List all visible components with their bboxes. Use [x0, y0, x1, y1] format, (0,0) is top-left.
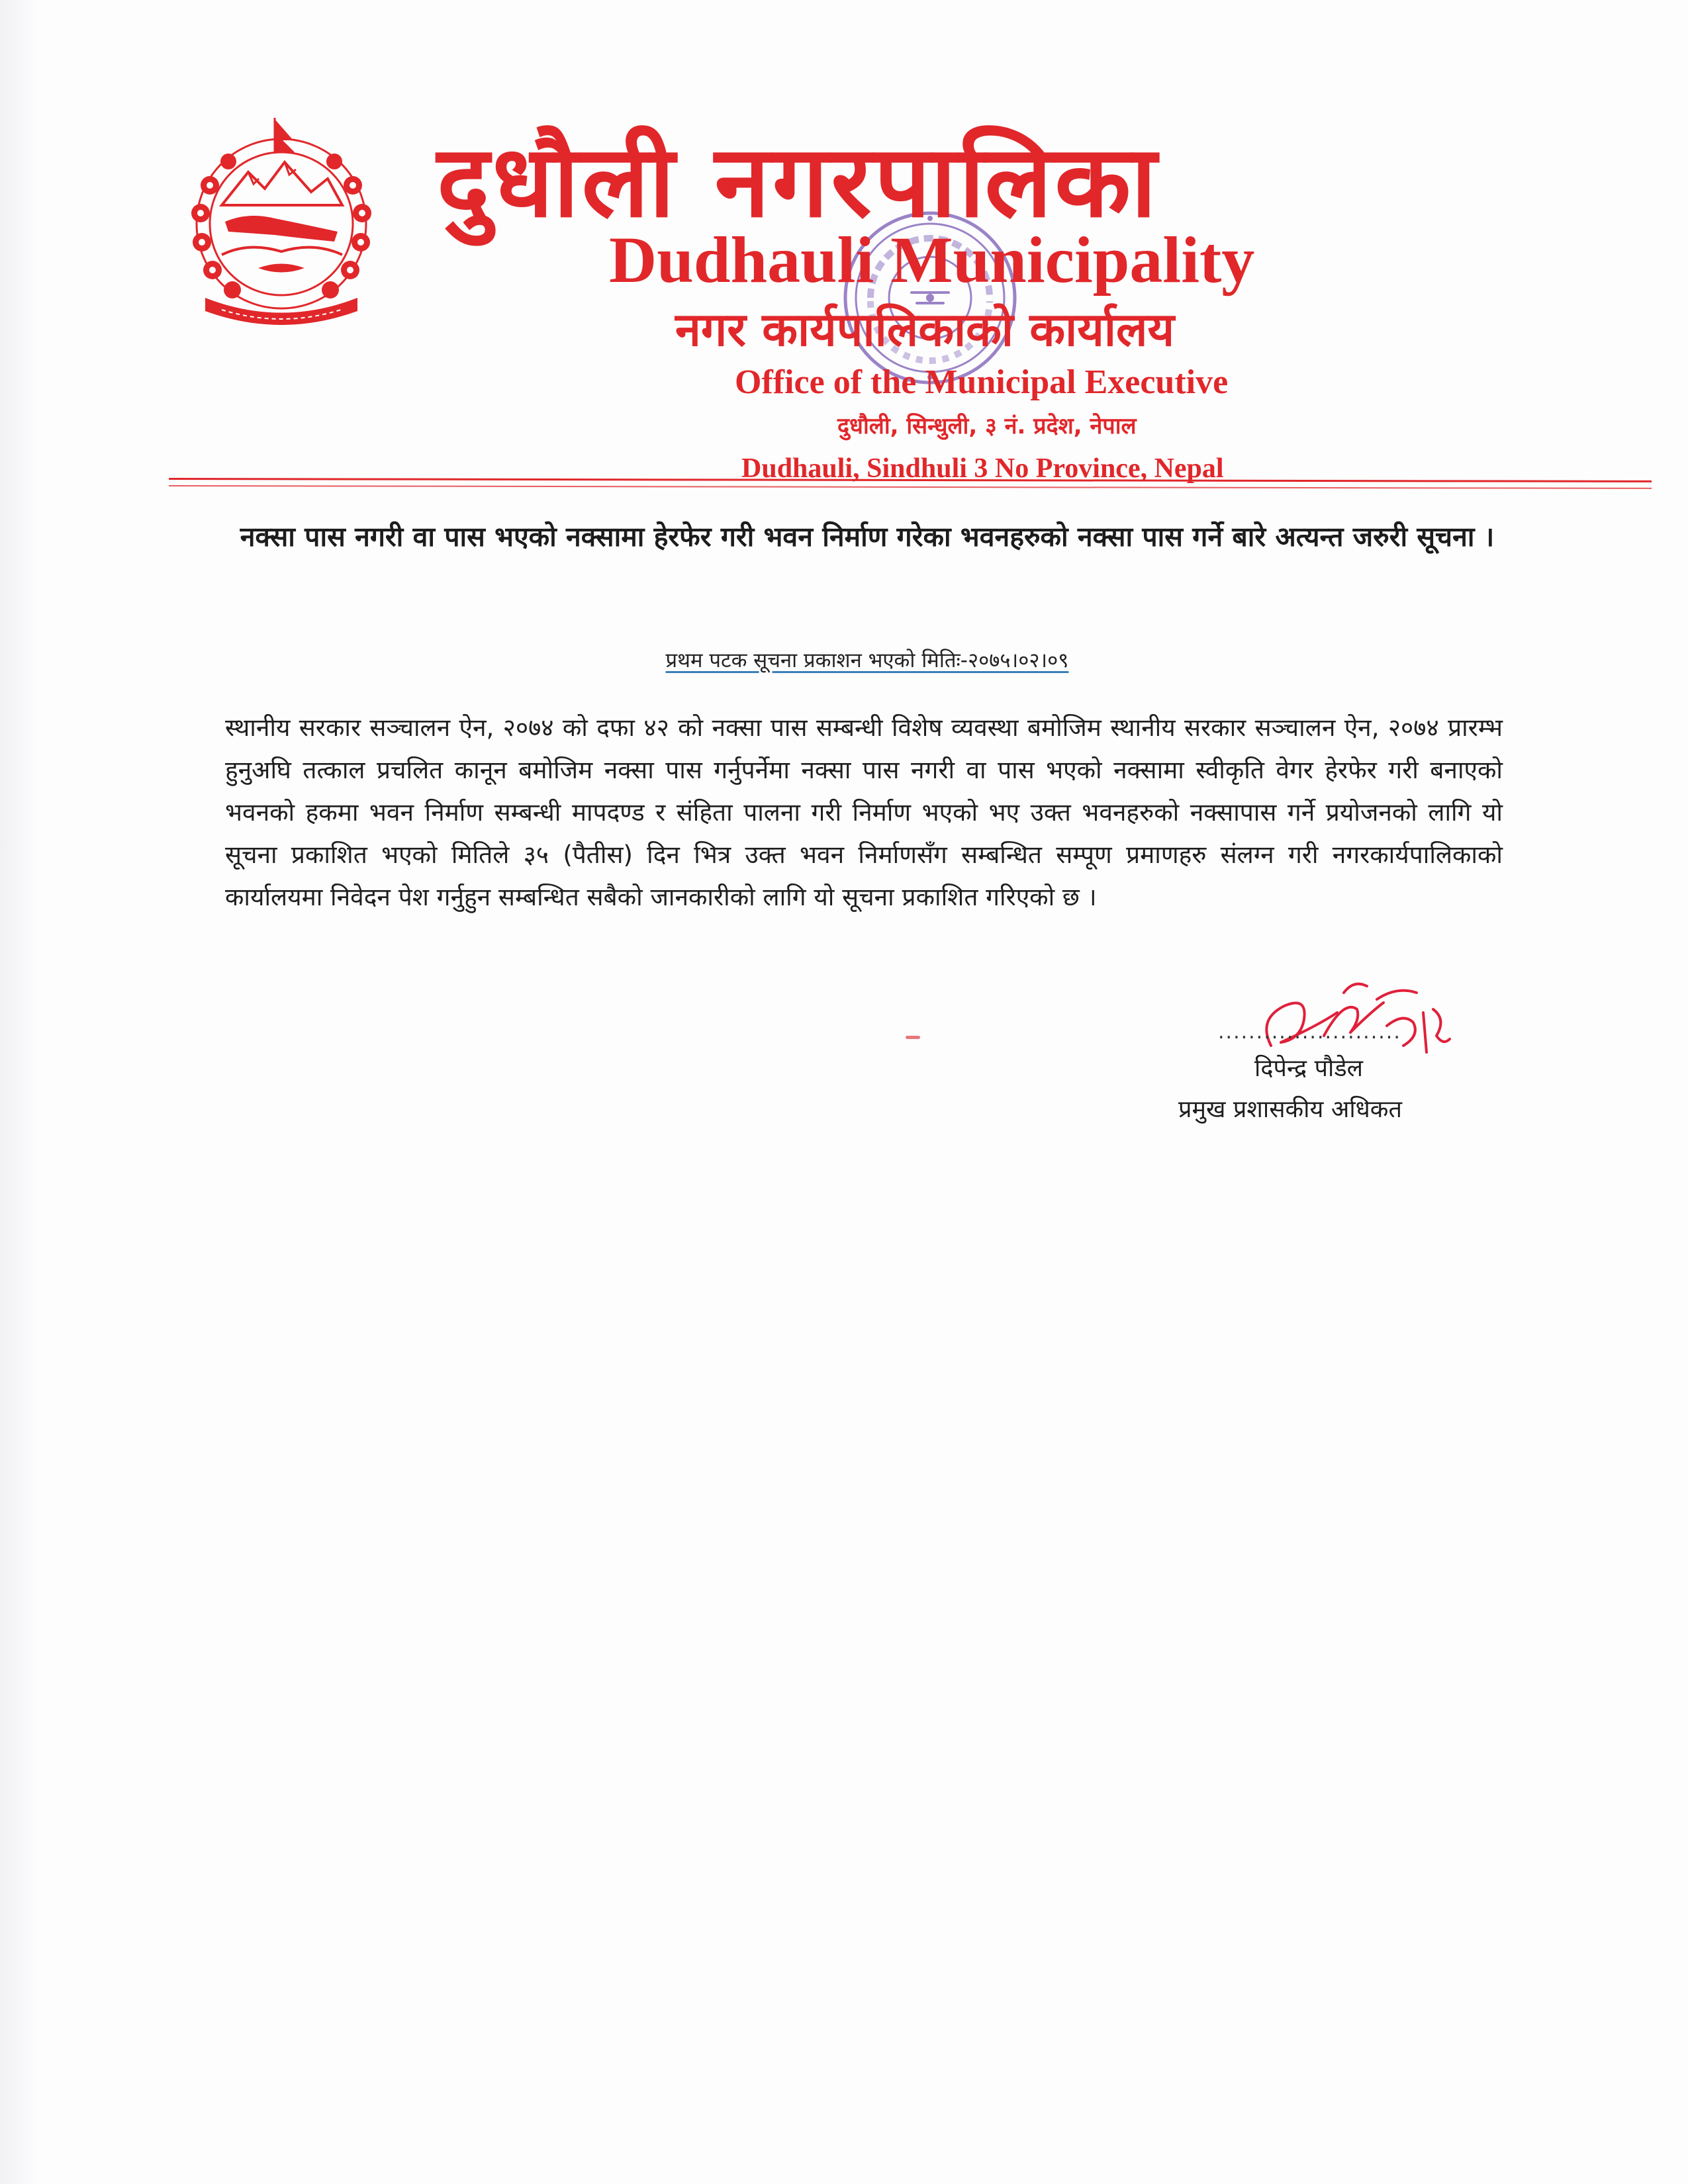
address-nepali: दुधौली, सिन्धुली, ३ नं. प्रदेश, नेपाल — [837, 413, 1137, 439]
signature-line: ........................ — [1218, 1021, 1401, 1044]
address-english: Dudhauli, Sindhuli 3 No Province, Nepal — [741, 453, 1224, 484]
nepal-emblem-icon — [169, 106, 394, 331]
scan-edge-shadow — [0, 0, 40, 2184]
signatory-name: दिपेन्द्र पौडेल — [1254, 1055, 1364, 1082]
notice-body: स्थानीय सरकार सञ्चालन ऐन, २०७४ को दफा ४२ को नक्सा पास सम्बन्धी विशेष व्यवस्था बमोजिम स्थानीय सरकार सञ्चालन ऐन, २०७४ प्रारम्भ हुनुअघि तत्काल प्रचलित कानून बमोजिम नक्सा पास गर्नुपर्नेमा नक्सा पास नगरी वा पास भएको नक्सामा स्वीकृति वेगर हेरफेर गरी बनाएको भवनको हकमा भवन निर्माण सम्बन्धी मापदण्ड र संहिता पालना गरी निर्माण भएको भए उक्त भवनहरुको नक्सापास गर्ने प्रयोजनको लागि यो सूचना प्रकाशित भएको मितिले ३५ (पैतीस) दिन भित्र उक्त भवन निर्माणसँग सम्बन्धित सम्पूण प्रमाणहरु संलग्न गरी नगरकार्यपालिकाको कार्यालयमा निवेदन पेश गर्नुहुन सम्बन्धित सबैको जानकारीको लागि यो सूचना प्रकाशित गरिएको छ । — [225, 713, 1503, 911]
publication-date: प्रथम पटक सूचना प्रकाशन भएको मितिः-२०७५।०२।०९ — [665, 649, 1069, 672]
municipality-title-english: Dudhauli Municipality — [609, 223, 1255, 296]
municipality-title-nepali: दुधौली नगरपालिका — [437, 124, 1160, 240]
office-name-nepali: नगर कार्यपालिकाको कार्यालय — [675, 302, 1175, 357]
notice-subject: नक्सा पास नगरी वा पास भएको नक्सामा हेरफेर गरी भवन निर्माण गरेका भवनहरुको नक्सा पास गर्ने बारे अत्यन्त जरुरी सूचना । — [240, 521, 1495, 553]
ink-mark — [906, 1036, 920, 1039]
signatory-title: प्रमुख प्रशासकीय अधिकत — [1178, 1096, 1402, 1123]
office-name-english: Office of the Municipal Executive — [735, 363, 1229, 401]
